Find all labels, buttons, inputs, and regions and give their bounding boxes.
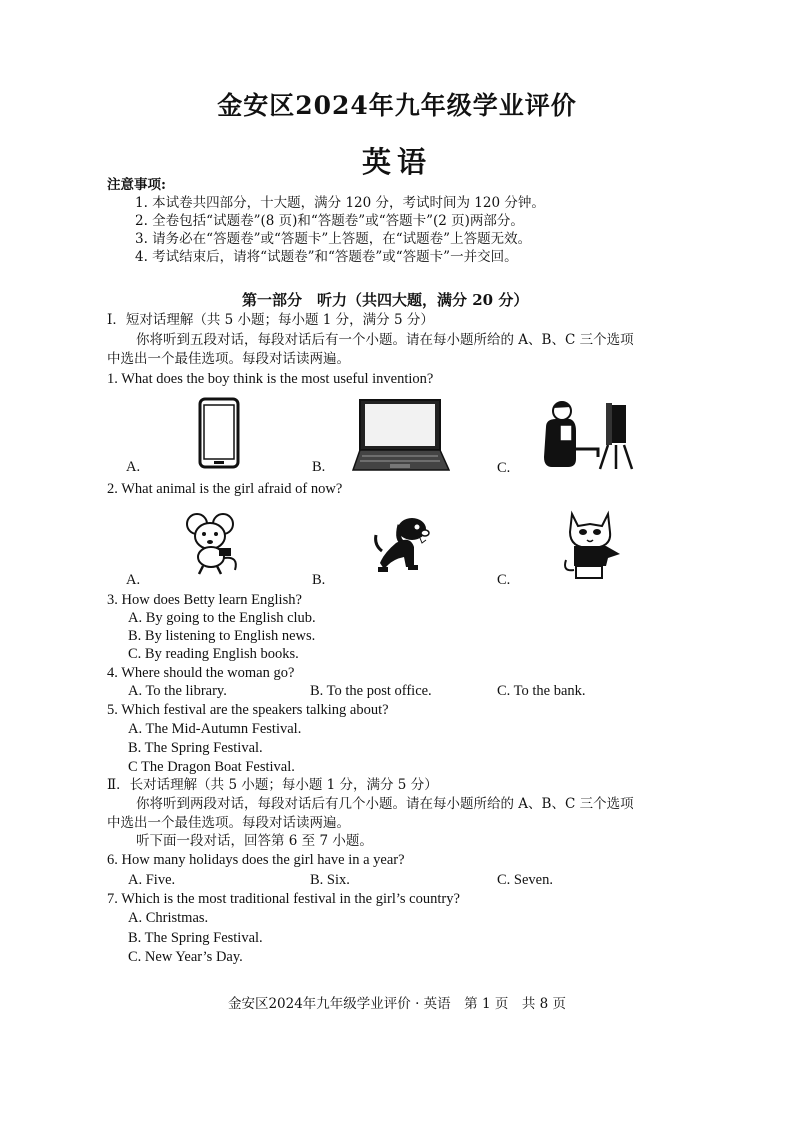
section-two-heading: Ⅱ．长对话理解（共 5 小题；每小题 1 分，满分 5 分） xyxy=(107,777,438,793)
option-label: A. xyxy=(126,459,141,475)
option: C. To the bank. xyxy=(497,683,586,699)
notice-item: 4. 考试结束后，请将“试题卷”和“答题卷”或“答题卡”一并交回。 xyxy=(135,249,518,265)
question-2: 2. What animal is the girl afraid of now? xyxy=(107,481,343,497)
option: B. To the post office. xyxy=(310,683,432,699)
option-label: B. xyxy=(312,459,326,475)
option: A. Christmas. xyxy=(128,910,209,926)
option: C. Seven. xyxy=(497,872,553,888)
section-two-instruction: 你将听到两段对话，每段对话后有几个小题。请在每小题所给的 A、B、C 三个选项 xyxy=(136,796,634,812)
question-3: 3. How does Betty learn English? xyxy=(107,592,302,608)
question-6: 6. How many holidays does the girl have in a year? xyxy=(107,852,405,868)
subject-title: 英语 xyxy=(361,145,432,179)
section-one-instruction: 中选出一个最佳选项。每段对话读两遍。 xyxy=(107,351,350,367)
cat-icon xyxy=(560,510,624,584)
question-7: 7. Which is the most traditional festival in the girl’s country? xyxy=(107,891,460,907)
option: B. Six. xyxy=(310,872,350,888)
notice-item: 2. 全卷包括“试题卷”(8 页)和“答题卷”或“答题卡”(2 页)两部分。 xyxy=(135,213,524,229)
exam-title: 金安区2024年九年级学业评价 xyxy=(217,91,577,120)
option: A. By going to the English club. xyxy=(128,610,316,626)
section-one-heading: Ⅰ．短对话理解（共 5 小题；每小题 1 分，满分 5 分） xyxy=(107,312,434,328)
option-label: B. xyxy=(312,572,326,588)
option: C. New Year’s Day. xyxy=(128,949,243,965)
notice-item: 1. 本试卷共四部分，十大题，满分 120 分，考试时间为 120 分钟。 xyxy=(135,195,545,211)
option: A. The Mid-Autumn Festival. xyxy=(128,721,302,737)
notice-heading: 注意事项: xyxy=(107,177,166,193)
section-one-instruction: 你将听到五段对话，每段对话后有一个小题。请在每小题所给的 A、B、C 三个选项 xyxy=(136,332,634,348)
smartphone-icon xyxy=(198,397,240,473)
dog-icon xyxy=(370,513,434,579)
option: B. By listening to English news. xyxy=(128,628,316,644)
laptop-icon xyxy=(352,398,450,478)
mouse-icon xyxy=(183,512,243,580)
notice-item: 3. 请务必在“答题卷”或“答题卡”上答题，在“试题卷”上答题无效。 xyxy=(135,231,532,247)
option-label: C. xyxy=(497,572,511,588)
section-two-instruction: 中选出一个最佳选项。每段对话读两遍。 xyxy=(107,815,350,831)
question-1: 1. What does the boy think is the most useful invention? xyxy=(107,371,434,387)
option: C The Dragon Boat Festival. xyxy=(128,759,295,775)
option: B. The Spring Festival. xyxy=(128,740,263,756)
part-one-title: 第一部分 听力（共四大题，满分 20 分） xyxy=(242,291,529,309)
option: C. By reading English books. xyxy=(128,646,299,662)
question-4: 4. Where should the woman go? xyxy=(107,665,295,681)
option: B. The Spring Festival. xyxy=(128,930,263,946)
option-label: A. xyxy=(126,572,141,588)
section-two-instruction: 听下面一段对话，回答第 6 至 7 小题。 xyxy=(136,833,373,849)
option: A. Five. xyxy=(128,872,176,888)
tv-person-icon xyxy=(540,397,640,476)
question-5: 5. Which festival are the speakers talking about? xyxy=(107,702,389,718)
page-footer: 金安区2024年九年级学业评价 · 英语 第 1 页 共 8 页 xyxy=(227,996,567,1012)
option-label: C. xyxy=(497,460,511,476)
option: A. To the library. xyxy=(128,683,227,699)
